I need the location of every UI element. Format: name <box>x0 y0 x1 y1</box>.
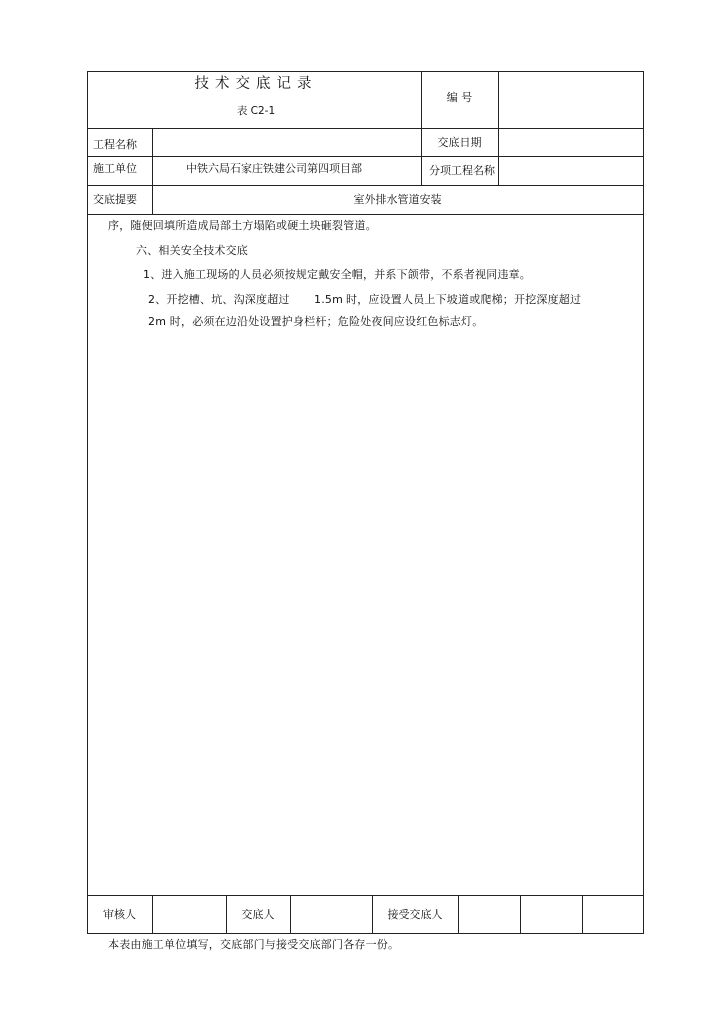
summary-value: 室外排水管道安装 <box>353 193 442 206</box>
section-heading: 六、相关安全技术交底 <box>136 244 248 257</box>
presenter-label: 交底人 <box>241 908 275 921</box>
form-number: 表 C2-1 <box>236 105 276 117</box>
date-label: 交底日期 <box>437 136 482 149</box>
safety-item-2-value: 1.5m <box>314 293 344 306</box>
serial-number-label: 编 号 <box>446 91 473 104</box>
safety-item-2-part-2: 时，应设置人员上下坡道或爬梯；开挖深度超过 <box>346 293 582 306</box>
construction-unit-value: 中铁六局石家庄铁建公司第四项目部 <box>186 162 362 175</box>
construction-unit-label: 施工单位 <box>93 162 137 175</box>
safety-item-2-line-2: 2m 时，必须在边沿处设置护身栏杆；危险处夜间应设红色标志灯。 <box>148 315 484 328</box>
subproject-label: 分项工程名称 <box>429 164 495 177</box>
form-title: 技术交底记录 <box>194 76 318 92</box>
footer-note: 本表由施工单位填写，交底部门与接受交底部门各存一份。 <box>108 938 400 951</box>
safety-item-1: 1、进入施工现场的人员必须按规定戴安全帽，并系下颌带，不系者视同违章。 <box>143 268 531 281</box>
content-line-1: 序，随便回填所造成局部土方塌陷或硬土块砸裂管道。 <box>108 219 377 232</box>
reviewer-label: 审核人 <box>103 908 136 921</box>
safety-item-2-part-1: 2、开挖槽、坑、沟深度超过 <box>148 293 290 306</box>
project-name-label: 工程名称 <box>93 138 137 151</box>
summary-label: 交底提要 <box>93 193 137 206</box>
receiver-label: 接受交底人 <box>387 908 443 921</box>
